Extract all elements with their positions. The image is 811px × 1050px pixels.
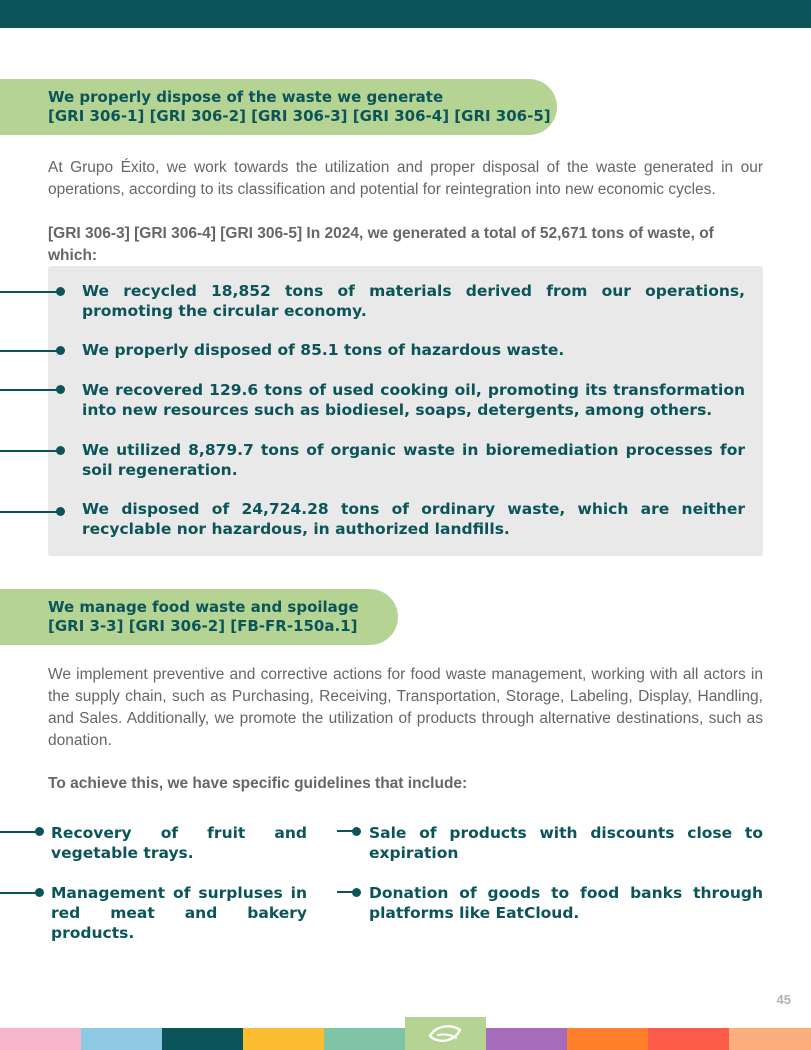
top-bar [0, 0, 811, 28]
bullet-connector-line [0, 511, 60, 513]
bullet-connector-line [0, 291, 60, 293]
intro-paragraph: At Grupo Éxito, we work towards the utilization and proper disposal of the waste generated in our operations, according to its classification and potential for reintegration into new economic cycles. [48, 159, 763, 198]
leaf-icon [426, 1022, 466, 1046]
section-title: We manage food waste and spoilage [48, 598, 359, 616]
bullet-connector-line [0, 350, 60, 352]
section-heading-food-waste [0, 589, 398, 645]
bullet-connector-line [0, 450, 60, 452]
footer-stripe [243, 1028, 324, 1050]
section-heading-waste [0, 79, 557, 135]
guideline-connector-line [0, 831, 40, 833]
footer-stripe [729, 1028, 811, 1050]
guideline-recovery-trays: Recovery of fruit and vegetable trays. [51, 824, 307, 862]
footer-stripe [162, 1028, 243, 1050]
footer-stripe [567, 1028, 648, 1050]
footer-stripe [648, 1028, 729, 1050]
footer-stripe [486, 1028, 567, 1050]
guideline-discount-sale: Sale of products with discounts close to expiration [369, 824, 763, 862]
guideline-food-bank-donation: Donation of goods to food banks through platforms like EatCloud. [369, 884, 763, 922]
footer-stripe [324, 1028, 405, 1050]
guideline-dot [352, 888, 361, 897]
guideline-dot [35, 827, 44, 836]
page-number: 45 [776, 992, 791, 1007]
guideline-dot [35, 888, 44, 897]
footer-stripe [81, 1028, 162, 1050]
bullet-dot [56, 287, 65, 296]
bullet-item-hazardous: We properly disposed of 85.1 tons of hazardous waste. [82, 341, 565, 359]
bullet-item-ordinary: We disposed of 24,724.28 tons of ordinary waste, which are neither recyclable nor hazardous, in authorized landfills. [82, 500, 745, 538]
bullet-item-organic: We utilized 8,879.7 tons of organic waste in bioremediation processes for soil regeneration. [82, 441, 745, 479]
food-waste-paragraph: We implement preventive and corrective actions for food waste management, working with all actors in the supply chain, such as Purchasing, Receiving, Transportation, Storage, Labeling, Display, Handling, and Sales. Additionally, we promote the utilization of products through alternative destinations, such as donation. [48, 666, 763, 749]
guideline-connector-line [0, 892, 40, 894]
section-references: [GRI 3-3] [GRI 306-2] [FB-FR-150a.1] [48, 617, 358, 635]
bullet-dot [56, 507, 65, 516]
leaf-tab [405, 1017, 486, 1050]
guidelines-heading: To achieve this, we have specific guidelines that include: [48, 775, 468, 792]
section-references: [GRI 306-1] [GRI 306-2] [GRI 306-3] [GRI 306-4] [GRI 306-5] [48, 107, 551, 125]
bullet-item-cooking-oil: We recovered 129.6 tons of used cooking oil, promoting its transformation into new resources such as biodiesel, soaps, detergents, among others. [82, 381, 745, 419]
bullet-dot [56, 346, 65, 355]
footer-stripe [0, 1028, 81, 1050]
bullet-dot [56, 446, 65, 455]
bullet-item-recycled: We recycled 18,852 tons of materials derived from our operations, promoting the circular economy. [82, 282, 745, 320]
bullet-connector-line [0, 389, 60, 391]
waste-summary: [GRI 306-3] [GRI 306-4] [GRI 306-5] In 2024, we generated a total of 52,671 tons of waste, of which: [48, 225, 714, 264]
guideline-surplus-management: Management of surpluses in red meat and bakery products. [51, 884, 307, 942]
section-title: We properly dispose of the waste we generate [48, 88, 444, 106]
bullet-dot [56, 385, 65, 394]
guideline-dot [352, 827, 361, 836]
